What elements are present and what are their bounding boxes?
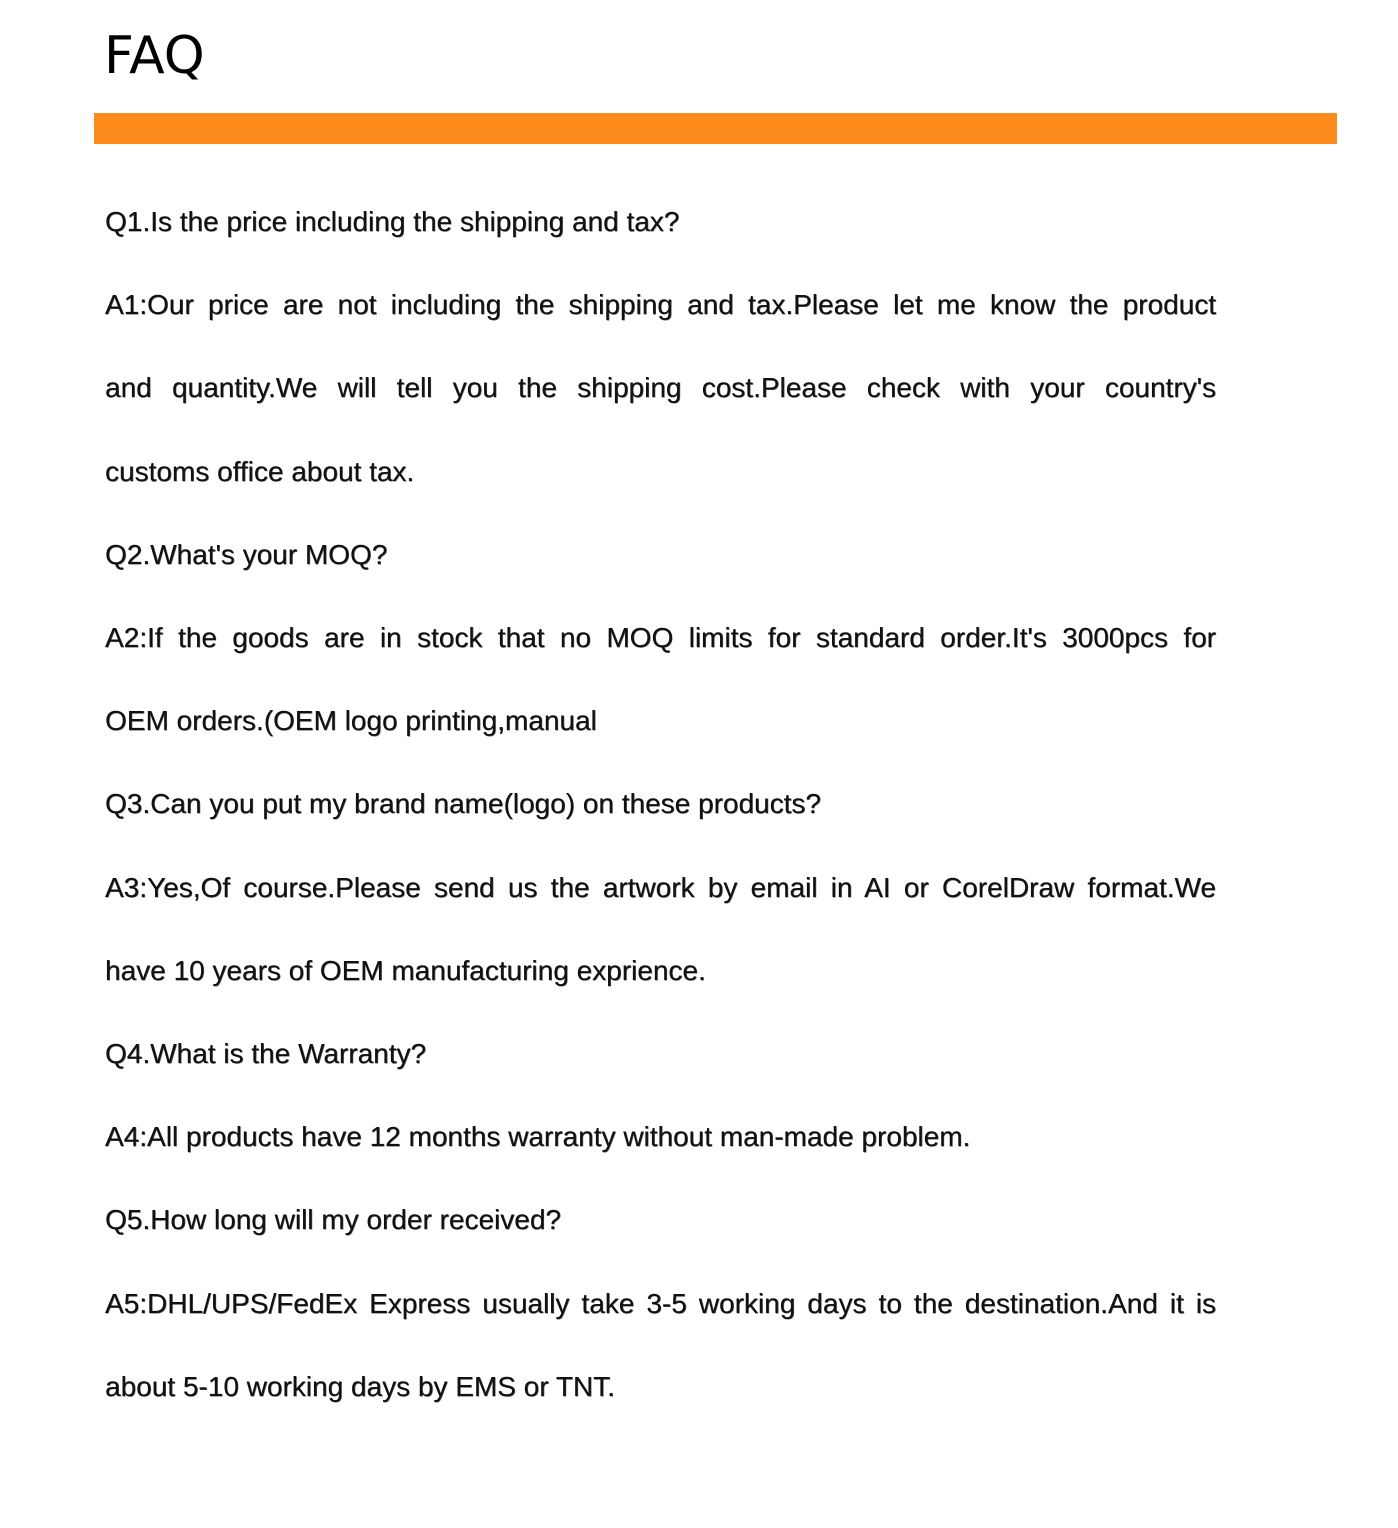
faq-answer-line: have 10 years of OEM manufacturing exprience. [105,954,706,986]
faq-answer-line: A5:DHL/UPS/FedEx Express usually take 3-5 working days to the destination.And it is [105,1287,1216,1319]
faq-list [105,180,1216,1428]
faq-answer-line: and quantity.We will tell you the shipping cost.Please check with your country's [105,372,1216,404]
faq-answer-line: A4:All products have 12 months warranty without man-made problem. [105,1121,971,1153]
page-title: FAQ [104,26,205,86]
faq-question: Q2.What's your MOQ? [105,538,388,570]
faq-question: Q4.What is the Warranty? [105,1038,427,1070]
faq-item-1 [105,180,1216,513]
faq-answer-line: customs office about tax. [105,455,415,487]
faq-answer-line: A2:If the goods are in stock that no MOQ limits for standard order.It's 3000pcs for [105,622,1216,654]
faq-question: Q5.How long will my order received? [105,1204,561,1236]
faq-item-2 [105,513,1216,763]
faq-item-3 [105,762,1216,1012]
faq-question: Q3.Can you put my brand name(logo) on these products? [105,788,821,820]
faq-answer-line: OEM orders.(OEM logo printing,manual [105,705,597,737]
faq-answer-line: A1:Our price are not including the shipping and tax.Please let me know the product [105,289,1216,321]
faq-answer-line: A3:Yes,Of course.Please send us the artwork by email in AI or CorelDraw format.We [105,871,1216,903]
faq-question: Q1.Is the price including the shipping and tax? [105,206,680,237]
faq-item-5 [105,1178,1216,1428]
orange-divider-bar [94,113,1337,144]
faq-item-4 [105,1012,1216,1178]
faq-answer-line: about 5-10 working days by EMS or TNT. [105,1370,615,1402]
